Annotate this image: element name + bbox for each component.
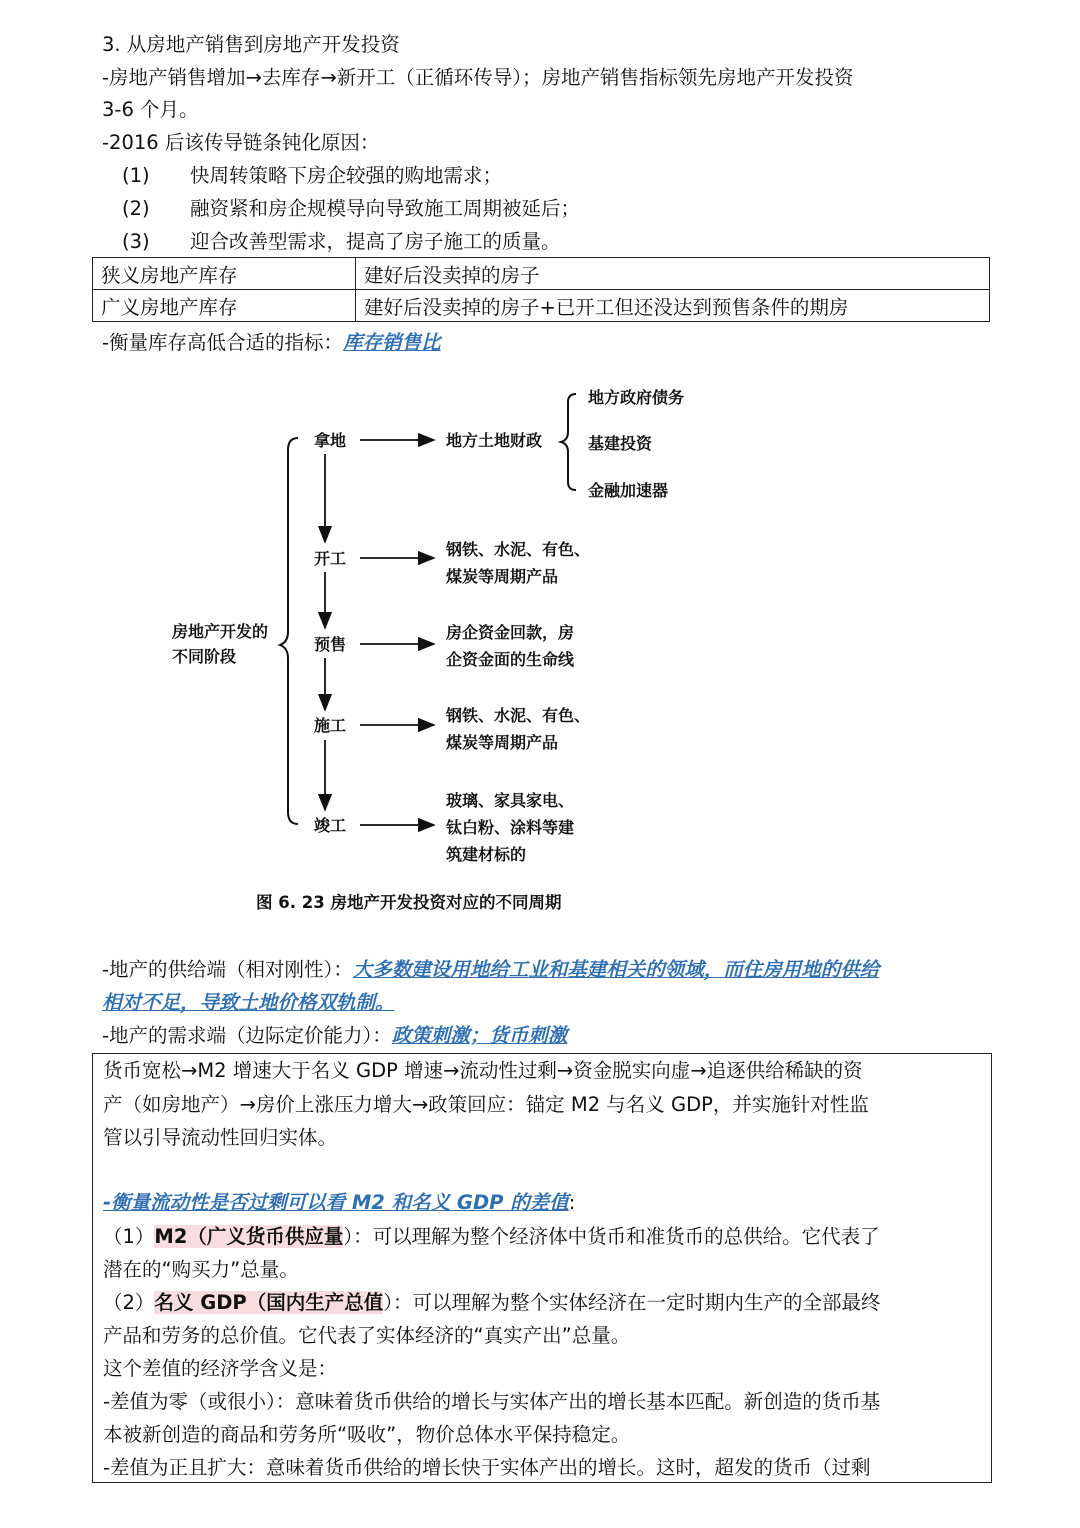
outcome-line: 煤炭等周期产品: [446, 733, 559, 752]
table-cell: 广义房地产库存: [93, 290, 356, 322]
outcome-line: 钢铁、水泥、有色、: [446, 706, 591, 725]
outcome-line: 房企资金回款，房: [446, 623, 575, 642]
gdp-label: 名义 GDP（国内生产总值: [154, 1291, 384, 1314]
reason-text: 融资紧和房企规模导向导致施工周期被延后；: [190, 197, 581, 220]
m2-definition-line2: 潜在的“购买力”总量。: [103, 1258, 299, 1281]
land-item: 基建投资: [588, 434, 653, 453]
supply-link[interactable]: 大多数建设用地给工业和基建相关的领域，而住房用地的供给: [352, 958, 880, 981]
root-label-line: 房地产开发的: [172, 622, 269, 641]
paragraph-line: 3-6 个月。: [102, 98, 199, 121]
reason-number: (3): [122, 230, 150, 253]
zero-diff-line: -差值为零（或很小）：意味着货币供给的增长与实体产出的增长基本匹配。新创造的货币基: [103, 1390, 881, 1413]
m2-prefix: （1）: [103, 1225, 155, 1248]
box-paragraph-line: 货币宽松→M2 增速大于名义 GDP 增速→流动性过剩→资金脱实向虚→追逐供给稀缺的资: [103, 1059, 863, 1082]
outcome-line: 筑建材标的: [446, 845, 527, 864]
demand-line: [102, 1019, 567, 1052]
gdp-definition: [103, 1286, 880, 1319]
zero-diff-line: 本被新创造的商品和劳务所“吸收”，物价总体水平保持稳定。: [103, 1423, 631, 1446]
m2-rest: ）：可以理解为整个经济体中货币和准货币的总供给。它代表了: [343, 1225, 880, 1248]
box-paragraph-line: 产（如房地产）→房价上涨压力增大→政策回应：锚定 M2 与名义 GDP，并实施针对性监: [103, 1093, 869, 1116]
gdp-definition-line2: 产品和劳务的总价值。它代表了实体经济的“真实产出”总量。: [103, 1324, 631, 1347]
stage-label: 施工: [314, 716, 347, 735]
gdp-rest: ）：可以理解为整个实体经济在一定时期内生产的全部最终: [383, 1291, 881, 1314]
table-row: [93, 290, 990, 322]
paragraph-line: -2016 后该传导链条钝化原因：: [102, 131, 380, 154]
demand-prefix: -地产的需求端（边际定价能力）：: [102, 1024, 392, 1047]
supply-link-continued[interactable]: 相对不足，导致土地价格双轨制。: [102, 991, 395, 1014]
land-item: 地方政府债务: [588, 388, 685, 407]
root-label-line: 不同阶段: [172, 647, 237, 666]
reason-item: [122, 225, 561, 258]
table-cell: 狭义房地产库存: [93, 258, 356, 290]
m2-definition: [103, 1220, 880, 1253]
outcome-line: 煤炭等周期产品: [446, 567, 559, 586]
liquidity-box: [92, 1053, 992, 1483]
land-target-label: 地方土地财政: [446, 431, 543, 450]
stage-label: 开工: [314, 549, 347, 568]
reason-text: 迎合改善型需求，提高了房子施工的质量。: [190, 230, 561, 253]
land-item: 金融加速器: [588, 481, 669, 500]
stage-label: 竣工: [314, 816, 347, 835]
stages-brace: [280, 438, 298, 824]
supply-line-2: [102, 986, 395, 1019]
outcome-line: 钛白粉、涂料等建: [446, 818, 575, 837]
reason-item: [122, 159, 502, 192]
reason-number: (2): [122, 197, 150, 220]
measure-prefix: -衡量库存高低合适的指标：: [102, 331, 344, 354]
measure-line: [102, 326, 441, 359]
liquidity-measure-link[interactable]: -衡量流动性是否过剩可以看 M2 和名义 GDP 的差值: [103, 1191, 569, 1214]
liquidity-measure-line: -衡量流动性是否过剩可以看 M2 和名义 GDP 的差值:: [103, 1191, 576, 1214]
table-row: [93, 258, 990, 290]
paragraph-line: -房地产销售增加→去库存→新开工（正循环传导）；房地产销售指标领先房地产开发投资: [102, 66, 854, 89]
outcome-line: 玻璃、家具家电、: [446, 791, 575, 810]
meaning-intro: 这个差值的经济学含义是：: [103, 1357, 338, 1380]
positive-diff-line: -差值为正且扩大：意味着货币供给的增长快于实体产出的增长。这时，超发的货币（过剩: [103, 1456, 871, 1479]
section-heading: 3. 从房地产销售到房地产开发投资: [102, 33, 400, 56]
supply-prefix: -地产的供给端（相对刚性）：: [102, 958, 353, 981]
land-items-brace: [561, 394, 576, 490]
development-cycle-diagram: [100, 370, 720, 930]
reason-item: [122, 192, 580, 225]
box-paragraph-line: 管以引导流动性回归实体。: [103, 1126, 338, 1149]
outcome-line: 企资金面的生命线: [446, 650, 575, 669]
inventory-table: [92, 257, 990, 322]
table-cell: 建好后没卖掉的房子+已开工但还没达到预售条件的期房: [356, 290, 990, 322]
gdp-prefix: （2）: [103, 1291, 155, 1314]
stage-label: 拿地: [314, 431, 347, 450]
m2-label: M2（广义货币供应量: [154, 1225, 344, 1248]
reason-number: (1): [122, 164, 150, 187]
demand-link[interactable]: 政策刺激；货币刺激: [391, 1024, 568, 1047]
stage-label: 预售: [314, 635, 347, 654]
reason-text: 快周转策略下房企较强的购地需求；: [190, 164, 503, 187]
figure-caption: 图 6. 23 房地产开发投资对应的不同周期: [256, 893, 562, 912]
supply-line: [102, 953, 879, 986]
inventory-sales-ratio-link[interactable]: 库存销售比: [343, 331, 441, 354]
table-cell: 建好后没卖掉的房子: [356, 258, 990, 290]
outcome-line: 钢铁、水泥、有色、: [446, 540, 591, 559]
